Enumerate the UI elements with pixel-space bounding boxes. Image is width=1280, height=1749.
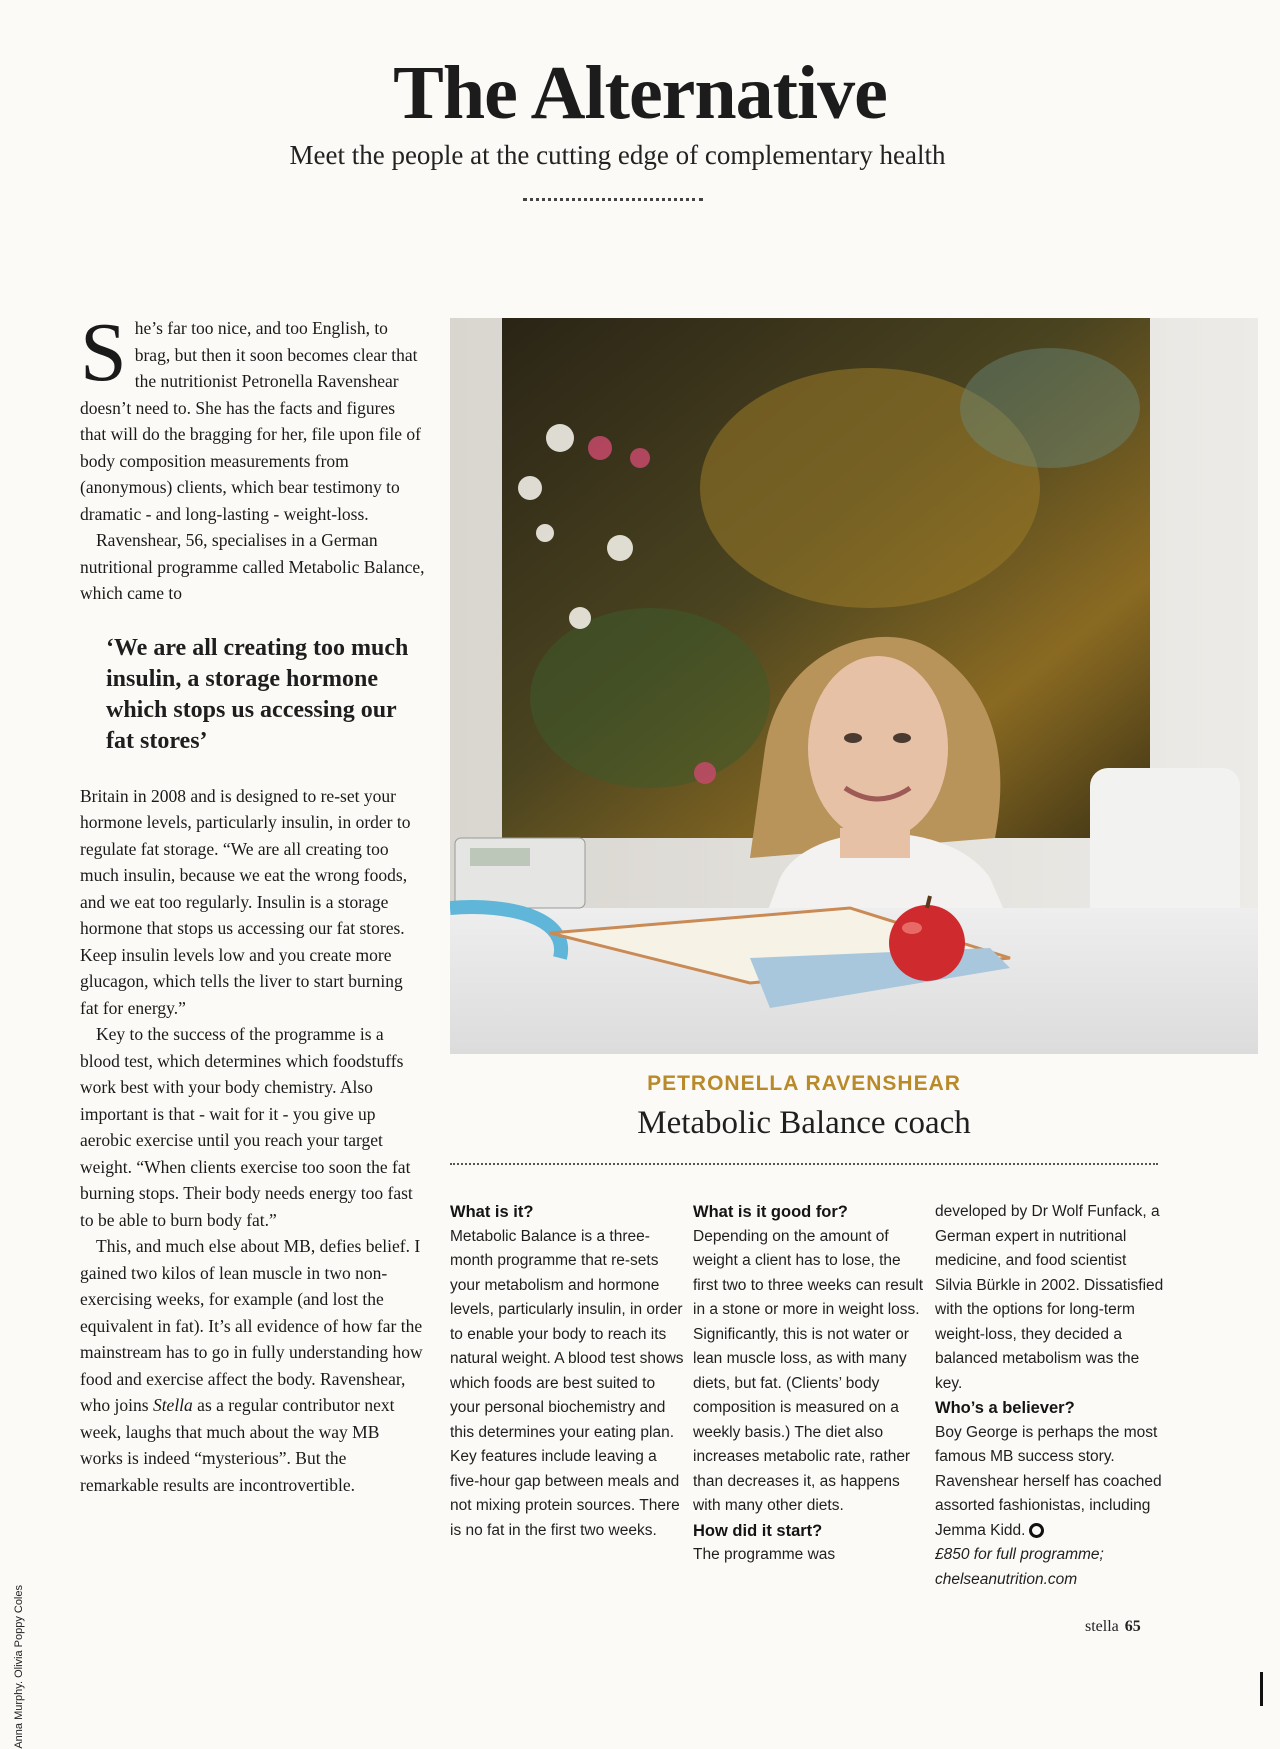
caption-role: Metabolic Balance coach [637,1105,971,1141]
article-paragraph-2: Ravenshear, 56, specialises in a German nutritional programme called Metabolic Balance, which came to [80,530,425,603]
magazine-page: The Alternative Meet the people at the cutting edge of complementary health She’s far too nice, and too English, to brag, but then it soon becomes clear that the nutritionist Petronella Ravenshear doesn’t need to. She has the facts and figures that will do the bragging for her, file upon file of body composition measurements from (anonymous) clients, which bear testimony to dramatic - and long-lasting - weight-loss. Ravenshear, 56, specialises in a German nutritional programme called Metabolic Balance, which came to ‘We are all creating too much insulin, a storage hormone which stops us accessing our fat stores’ Britain in 2008 and is designed to re-set your hormone levels, particularly insulin, in order to regulate fat storage. “We are all creating too much insulin, because we eat the wrong foods, and we eat too regularly. Insulin is a storage hormone that stops us accessing our fat stores. Keep insulin levels low and you create more glucagon, which tells the liver to start burning fat for energy.” Key to the success of the programme is a blood test, which determines which foodstuffs work best with your body chemistry. Also important is that - wait for it - you give up aerobic exercise until you reach your target weight. “When clients exercise too soon the fat burning stops. Their body needs energy too fast to be able to burn body fat.” This, and much else about MB, defies belief. I gained two kilos of lean muscle in two non-exercising weeks, for example (and lost the equivalent in fat). It’s all evidence of how far the mainstream has to go in fully understanding how food and exercise affect the body. Ravenshear, who joins Stella as a regular contributor next week, laughs that much about the way MB works is indeed “mysterious”. But the remarkable results are incontrovertible. PETRONELLA RAVENSHEAR Metabolic Balance coach What is it? Metabolic Balance is a three-month programme that re-sets your metabolism and hormone levels, particularly insulin, in order to enable your body to reach its natural weight. A blood test shows which foods are best suited to your personal biochemistry and this determines your eating plan. Key features include leaving a five-hour gap between meals and not mixing protein sources. There is no fat in the first two weeks. What is it good for? Depending on the amount of weight a client has to lose, the first two to three weeks can result in a stone or more in weight loss. Significantly, this is not water or lean muscle loss, as with many diets, but fat. (Clients’ body composition is measured on a weekly basis.) The diet also increases metabolic rate, rather than decreases it, as happens with many other diets. How did it start? The programme was developed by Dr Wolf Funfack, a German expert in nutritional medicine, and food scientist Silvia Bürkle in 2002. Dissatisfied with the options for long-term weight-loss, they decided a balanced metabolism was the key. Who’s a believer? Boy George is perhaps the most famous MB success story. Ravenshear herself has coached assorted fashionistas, including Jemma Kidd. £850 for full programme; chelseanutrition.com Anna Murphy. Olivia Poppy Coles stella 65 [0,0,1280,1722]
price-info: £850 for full programme; [935,1546,1104,1563]
edge-mark [1260,1672,1263,1706]
header-divider [523,198,703,201]
article-paragraph-3: Britain in 2008 and is designed to re-set your hormone levels, particularly insulin, in order to regulate fat storage. “We are all creating too much insulin, because we eat the wrong foods, and we eat too regularly. Insulin is a storage hormone that stops us accessing our fat stores. Keep insulin levels low and you create more glucagon, which tells the liver to start burning fat for energy.” [80,785,411,1018]
page-number: 65 [1124,1618,1141,1635]
answer-text: Metabolic Balance is a three-month programme that re-sets your metabolism and hormone levels, particularly insulin, in order to enable your body to reach its natural weight. A blood test shows which foods are best suited to your personal biochemistry and this determines your eating plan. Key features include leaving a five-hour gap between meals and not mixing protein sources. There is no fat in the first two weeks. [450,1227,684,1539]
website-link[interactable]: chelseanutrition.com [935,1570,1078,1588]
page-title: The Alternative [393,51,887,135]
question-heading: What is it? [450,1203,534,1221]
magazine-name-folio: stella [1085,1618,1119,1635]
end-mark-icon [1029,1523,1044,1538]
answer-text: The programme was [693,1546,836,1563]
answer-text: developed by Dr Wolf Funfack, a German expert in nutritional medicine, and food scientist Silvia Bürkle in 2002. Dissatisfied with the options for long-term weight-loss, they decided a balanced metabolism was the key. [935,1203,1164,1392]
pull-quote: ‘We are all creating too much insulin, a storage hormone which stops us accessing our fat stores’ [106,634,409,754]
magazine-name: Stella [152,1395,193,1415]
article-paragraph-4: Key to the success of the programme is a blood test, which determines which foodstuffs work best with your body chemistry. Also important is that - wait for it - you give up aerobic exercise until you reach your target weight. “When clients exercise too soon the fat burning stops. Their body needs energy too fast to be able to burn body fat.” [80,1024,413,1230]
drop-cap: S [80,306,127,399]
answer-text: Depending on the amount of weight a client has to lose, the first two to three weeks can result in a stone or more in weight loss. Significantly, this is not water or lean muscle loss, as with many diets, but fat. (Clients’ body composition is measured on a weekly basis.) The diet also increases metabolic rate, rather than decreases it, as happens with many other diets. [693,1227,924,1514]
apple [889,905,965,981]
question-heading: Who’s a believer? [935,1399,1075,1417]
qa-column-3 [935,1200,1165,1592]
portrait-photo [450,318,1258,1054]
face [808,656,948,840]
question-heading: What is it good for? [693,1203,848,1221]
caption-divider [450,1163,1158,1165]
portrait-illustration [450,318,1258,1054]
qa-column-2 [693,1200,928,1568]
answer-text: Boy George is perhaps the most famous MB success story. Ravenshear herself has coached assorted fashionistas, including Jemma Kidd. [935,1423,1162,1539]
question-heading: How did it start? [693,1521,823,1540]
qa-column-1 [450,1200,685,1543]
caption-name: PETRONELLA RAVENSHEAR [647,1072,961,1095]
article-body [80,306,425,1498]
article-paragraph-1: She’s far too nice, and too English, to brag, but then it soon becomes clear that the nutritionist Petronella Ravenshear doesn’t need to. She has the facts and figures that will do the bragging for her, file upon file of body composition measurements from (anonymous) clients, which bear testimony to dramatic - and long-lasting - weight-loss. [80,306,421,524]
standfirst: Meet the people at the cutting edge of complementary health [289,140,946,170]
page-folio [1085,1618,1141,1636]
article-paragraph-5: This, and much else about MB, defies belief. I gained two kilos of lean muscle in two non-exercising weeks, for example (and lost the equivalent in fat). It’s all evidence of how far the mainstream has to go in fully understanding how food and exercise affect the body. Ravenshear, who joins Stella as a regular contributor next week, laughs that much about the way MB works is indeed “mysterious”. But the remarkable results are incontrovertible. [80,1236,423,1495]
